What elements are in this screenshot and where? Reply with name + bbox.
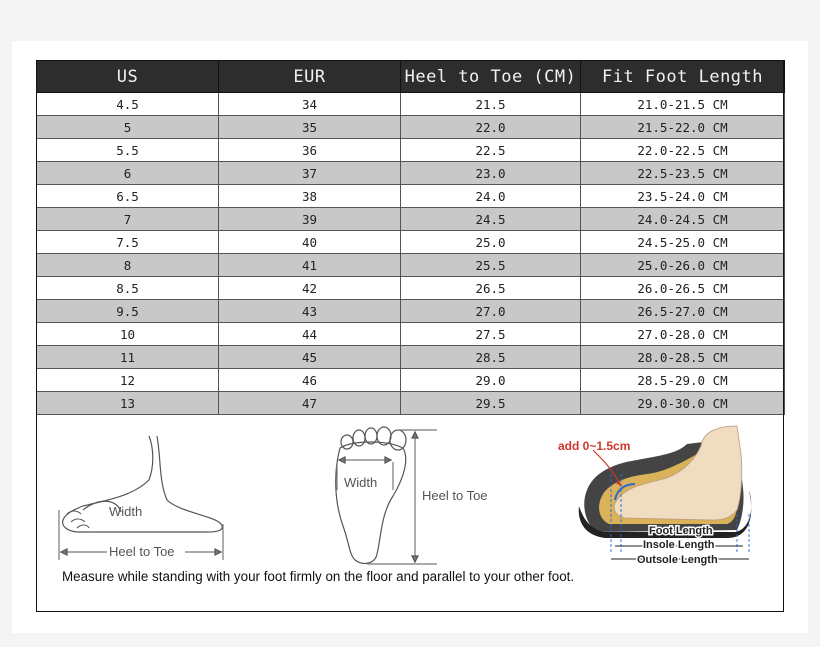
- side-foot-diagram: [59, 436, 223, 560]
- shoe-foot-length-label: Foot Length: [649, 525, 713, 537]
- cell-eur: 47: [219, 392, 401, 415]
- cell-eur: 43: [219, 300, 401, 323]
- cell-eur: 36: [219, 139, 401, 162]
- header-eur: EUR: [219, 61, 401, 93]
- cell-heel-to-toe: 29.5: [401, 392, 581, 415]
- cell-eur: 40: [219, 231, 401, 254]
- header-fit-foot-length: Fit Foot Length: [581, 61, 785, 93]
- cell-us: 8: [37, 254, 219, 277]
- cell-fit-foot-length: 22.0-22.5 CM: [581, 139, 785, 162]
- cell-fit-foot-length: 27.0-28.0 CM: [581, 323, 785, 346]
- sole-width-label: Width: [344, 475, 378, 490]
- cell-heel-to-toe: 25.5: [401, 254, 581, 277]
- cell-us: 5: [37, 116, 219, 139]
- cell-heel-to-toe: 21.5: [401, 93, 581, 116]
- cell-us: 6: [37, 162, 219, 185]
- cell-eur: 34: [219, 93, 401, 116]
- cell-heel-to-toe: 25.0: [401, 231, 581, 254]
- cell-eur: 46: [219, 369, 401, 392]
- cell-heel-to-toe: 24.5: [401, 208, 581, 231]
- cell-heel-to-toe: 28.5: [401, 346, 581, 369]
- measurement-note: Measure while standing with your foot firmly on the floor and parallel to your other foot.: [62, 569, 575, 584]
- cell-eur: 44: [219, 323, 401, 346]
- cell-heel-to-toe: 26.5: [401, 277, 581, 300]
- cell-fit-foot-length: 24.0-24.5 CM: [581, 208, 785, 231]
- cell-fit-foot-length: 23.5-24.0 CM: [581, 185, 785, 208]
- header-us: US: [37, 61, 219, 93]
- cell-fit-foot-length: 24.5-25.0 CM: [581, 231, 785, 254]
- cell-us: 10: [37, 323, 219, 346]
- cell-us: 6.5: [37, 185, 219, 208]
- cell-fit-foot-length: 28.0-28.5 CM: [581, 346, 785, 369]
- cell-eur: 38: [219, 185, 401, 208]
- side-width-label: Width: [109, 504, 143, 519]
- header-heel-to-toe: Heel to Toe (CM): [401, 61, 581, 93]
- cell-heel-to-toe: 22.5: [401, 139, 581, 162]
- shoe-insole-length-label: Insole Length: [643, 539, 715, 551]
- cell-us: 7.5: [37, 231, 219, 254]
- cell-heel-to-toe: 29.0: [401, 369, 581, 392]
- cell-us: 13: [37, 392, 219, 415]
- cell-eur: 35: [219, 116, 401, 139]
- cell-us: 4.5: [37, 93, 219, 116]
- cell-us: 12: [37, 369, 219, 392]
- cell-fit-foot-length: 21.0-21.5 CM: [581, 93, 785, 116]
- cell-us: 5.5: [37, 139, 219, 162]
- shoe-outsole-length-label: Outsole Length: [637, 554, 718, 566]
- cell-eur: 42: [219, 277, 401, 300]
- side-foot-outline: [63, 436, 223, 532]
- cell-fit-foot-length: 26.5-27.0 CM: [581, 300, 785, 323]
- cell-eur: 45: [219, 346, 401, 369]
- cell-us: 9.5: [37, 300, 219, 323]
- cell-fit-foot-length: 25.0-26.0 CM: [581, 254, 785, 277]
- cell-heel-to-toe: 23.0: [401, 162, 581, 185]
- cell-heel-to-toe: 22.0: [401, 116, 581, 139]
- sole-length-label: Heel to Toe: [422, 488, 488, 503]
- cell-us: 11: [37, 346, 219, 369]
- shoe-add-label: add 0~1.5cm: [558, 439, 631, 453]
- cell-eur: 39: [219, 208, 401, 231]
- cell-heel-to-toe: 27.0: [401, 300, 581, 323]
- cell-fit-foot-length: 28.5-29.0 CM: [581, 369, 785, 392]
- cell-fit-foot-length: 29.0-30.0 CM: [581, 392, 785, 415]
- cell-us: 8.5: [37, 277, 219, 300]
- cell-heel-to-toe: 24.0: [401, 185, 581, 208]
- cell-heel-to-toe: 27.5: [401, 323, 581, 346]
- cell-fit-foot-length: 26.0-26.5 CM: [581, 277, 785, 300]
- cell-eur: 37: [219, 162, 401, 185]
- cell-fit-foot-length: 21.5-22.0 CM: [581, 116, 785, 139]
- cell-eur: 41: [219, 254, 401, 277]
- cell-us: 7: [37, 208, 219, 231]
- cell-fit-foot-length: 22.5-23.5 CM: [581, 162, 785, 185]
- side-length-label: Heel to Toe: [109, 544, 175, 559]
